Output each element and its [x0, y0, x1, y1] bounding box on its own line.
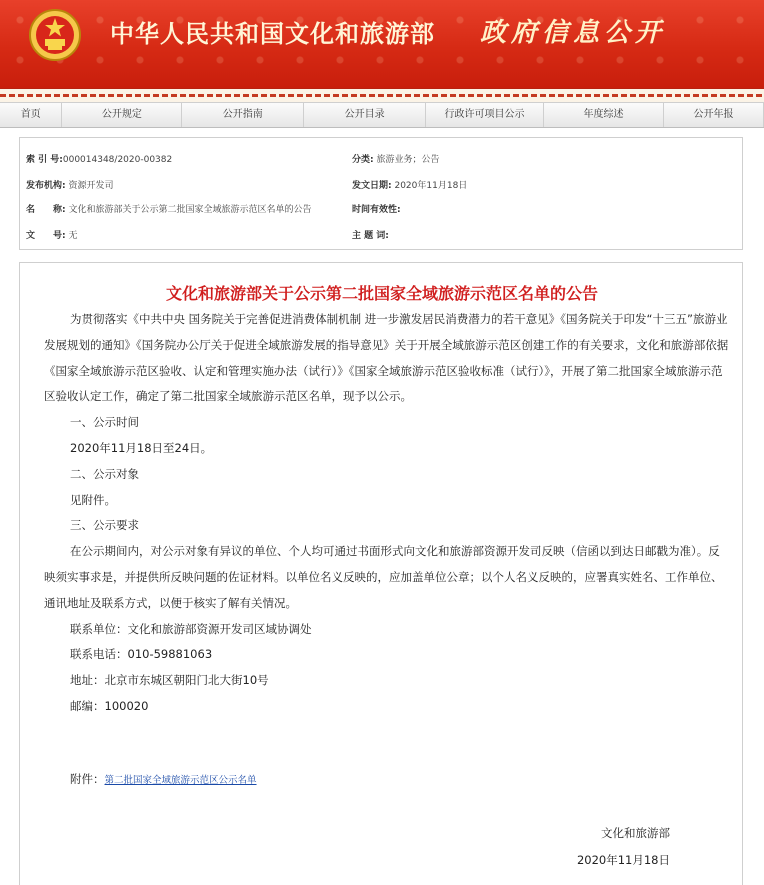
signer: 文化和旅游部 [601, 826, 670, 840]
contact-phone: 联系电话：010-59881063 [70, 647, 213, 662]
main-nav [0, 102, 764, 128]
nav-item[interactable]: 公开年报 [664, 103, 764, 127]
meta-name: 名 称: 文化和旅游部关于公示第二批国家全域旅游示范区名单的公告 [26, 205, 312, 215]
article-title: 文化和旅游部关于公示第二批国家全域旅游示范区名单的公告 [165, 284, 598, 303]
attachment-link[interactable]: 第二批国家全域旅游示范区公示名单 [104, 775, 257, 786]
nav-item[interactable]: 公开指南 [182, 103, 304, 127]
meta-subject: 主 题 词: [352, 231, 389, 241]
metadata-table [19, 137, 743, 250]
meta-date: 发文日期: 2020年11月18日 [352, 181, 468, 191]
sign-date: 2020年11月18日 [576, 853, 670, 867]
attachment-row [70, 771, 257, 787]
meta-publisher: 发布机构: 资源开发司 [26, 181, 114, 191]
section-text: 见附件。 [70, 492, 116, 507]
site-name: 中华人民共和国文化和旅游部 [110, 19, 435, 48]
section-heading: 二、公示对象 [70, 466, 139, 481]
meta-category: 分类: 旅游业务；公告 [352, 155, 440, 165]
nav-item[interactable]: 首页 [0, 103, 62, 127]
meta-index: 索 引 号:000014348/2020-00382 [26, 155, 173, 165]
nav-item[interactable]: 行政许可项目公示 [426, 103, 544, 127]
article-body [44, 307, 730, 720]
meta-docno: 文 号: 无 [26, 231, 78, 241]
national-emblem-icon [28, 8, 82, 62]
nav-item[interactable]: 年度综述 [544, 103, 664, 127]
section-text: 2020年11月18日至24日。 [70, 440, 213, 455]
decorative-band [0, 88, 764, 103]
contact-address: 地址：北京市东城区朝阳门北大街10号 [70, 673, 269, 688]
site-header [0, 0, 764, 88]
meta-validity: 时间有效性: [352, 205, 401, 215]
contact-postcode: 邮编：100020 [70, 698, 149, 713]
attachment-label: 附件： [70, 772, 105, 786]
signature-block [577, 820, 670, 874]
section-heading: 一、公示时间 [70, 415, 139, 430]
intro-paragraph: 为贯彻落实《中共中央 国务院关于完善促进消费体制机制 进一步激发居民消费潜力的若干意见》《国务院关于印发“十三五”旅游业发展规划的通知》《国务院办公厅关于促进全域旅游发展的指导意见》关于开展全域旅游示范区创建工作的有关要求，文化和旅游部依据《国家全域旅游示范区验收、认定和管理实施办法（试行）》《国家全域旅游示范区验收标准（试行）》，开展了第二批国家全域旅游示范区验收认定工作，确定了第二批国家全域旅游示范区名单，现予以公示。 [44, 312, 729, 404]
article-panel [19, 262, 743, 885]
requirements-paragraph: 在公示期间内，对公示对象有异议的单位、个人均可通过书面形式向文化和旅游部资源开发司反映（信函以到达日邮戳为准）。反映须实事求是，并提供所反映问题的佐证材料。以单位名义反映的，应加盖单位公章；以个人名义反映的，应署真实姓名、工作单位、通讯地址及联系方式，以便于核实了解有关情况。 [44, 544, 723, 610]
nav-item[interactable]: 公开目录 [304, 103, 426, 127]
nav-item[interactable]: 公开规定 [62, 103, 182, 127]
section-heading: 三、公示要求 [70, 518, 139, 533]
contact-unit: 联系单位：文化和旅游部资源开发司区域协调处 [70, 621, 312, 636]
site-subtitle: 政府信息公开 [480, 18, 667, 48]
